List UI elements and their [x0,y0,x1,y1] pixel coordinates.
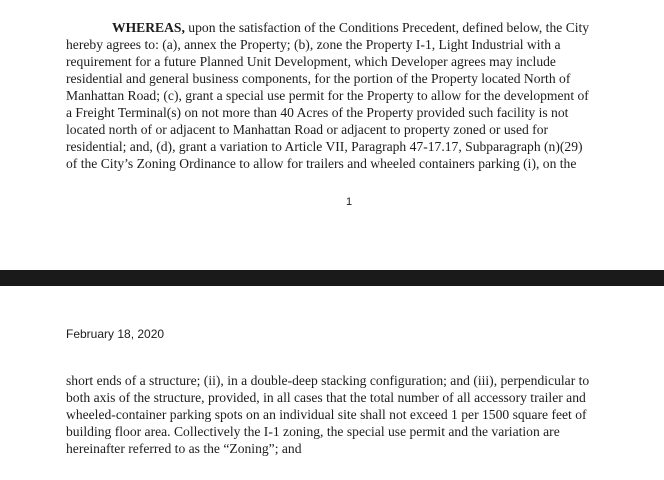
page-separator [0,270,664,286]
paragraph-line: Manhattan Road; (c), grant a special use permit for the Property to allow for the development of [66,88,589,103]
paragraph-line: hereby agrees to: (a), annex the Property; (b), zone the Property I-1, Light Industrial with a [66,37,561,52]
continuation-paragraph [66,372,632,457]
page-number: 1 [345,196,353,208]
paragraph-line: of the City’s Zoning Ordinance to allow for trailers and wheeled containers parking (i), on the [66,156,577,171]
paragraph-line: both axis of the structure, provided, in all cases that the total number of all accessory trailer and [66,390,586,405]
paragraph-line [66,19,632,36]
paragraph-line: hereinafter referred to as the “Zoning”; and [66,441,302,456]
whereas-paragraph [66,19,632,172]
paragraph-line: residential; and, (d), grant a variation to Article VII, Paragraph 47-17.17, Subparagraph (n)(29) [66,139,583,154]
paragraph-line: located north of or adjacent to Manhattan Road or adjacent to property zoned or used for [66,122,549,137]
paragraph-line: short ends of a structure; (ii), in a double-deep stacking configuration; and (iii), perpendicular to [66,373,590,388]
whereas-lead-word: WHEREAS, [112,20,185,35]
paragraph-line: wheeled-container parking spots on an individual site shall not exceed 1 per 1500 square feet of [66,407,587,422]
page-header-date: February 18, 2020 [66,327,165,341]
paragraph-line: a Freight Terminal(s) on not more than 40 Acres of the Property provided such facility is not [66,105,569,120]
paragraph-line: building floor area. Collectively the I-1 zoning, the special use permit and the variation are [66,424,560,439]
paragraph-line: residential and general business components, for the portion of the Property located North of [66,71,571,86]
paragraph-line-text: upon the satisfaction of the Conditions Precedent, defined below, the City [184,20,590,35]
paragraph-line: requirement for a future Planned Unit Development, which Developer agrees may include [66,54,556,69]
